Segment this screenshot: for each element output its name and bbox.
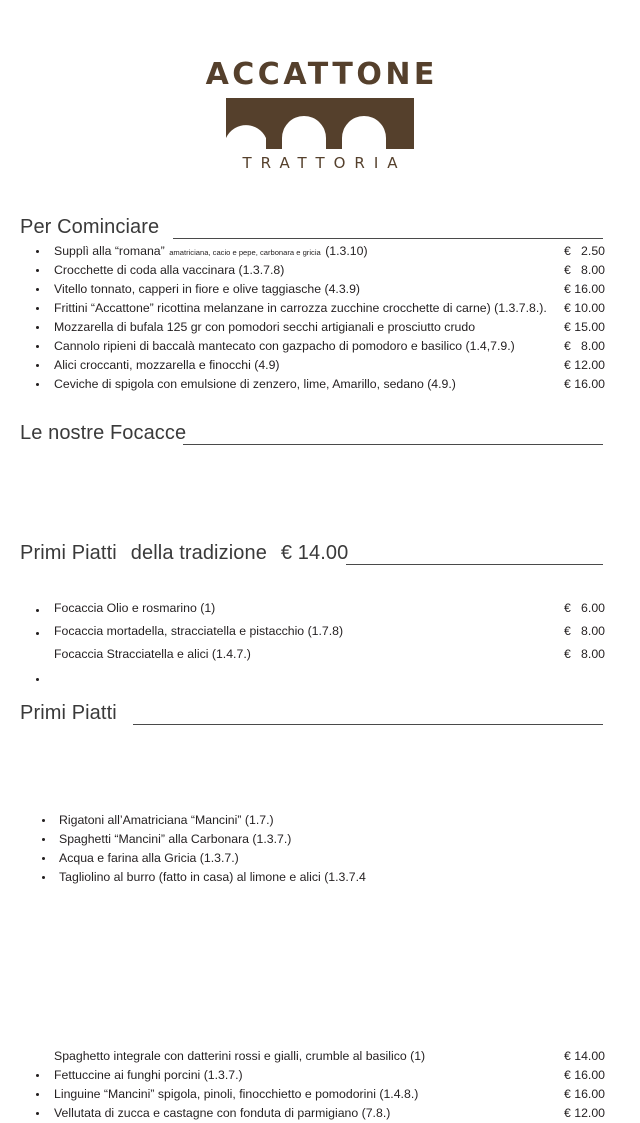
section-rule: [183, 444, 603, 445]
menu-item: [0, 280, 640, 299]
menu-item-price: € 15.00: [563, 320, 605, 334]
section-rule: [173, 238, 603, 239]
section-title-row: [0, 420, 640, 447]
bullet-icon: [36, 307, 39, 310]
bullet-icon: [36, 1093, 39, 1096]
menu-item: [0, 1047, 640, 1066]
menu-item: [0, 811, 640, 830]
bullet-icon: [42, 857, 45, 860]
menu-item-subtext: amatriciana, cacio e pepe, carbonara e gricia: [169, 248, 321, 257]
bullet-icon: [36, 632, 39, 635]
logo-wordmark: ACCATTONE: [205, 57, 438, 92]
bullet-icon: [36, 1074, 39, 1077]
item-list-le-nostre-focacce: [0, 599, 640, 691]
section-header-primi-piatti: [0, 700, 640, 727]
menu-item-name: Acqua e farina alla Gricia (1.3.7.): [59, 851, 239, 865]
menu-item: [0, 830, 640, 849]
menu-item: [0, 299, 640, 318]
section-header-per-cominciare: [0, 214, 640, 241]
menu-item-name: Spaghetti “Mancini” alla Carbonara (1.3.7.): [59, 832, 292, 846]
menu-item-name: Tagliolino al burro (fatto in casa) al limone e alici (1.3.7.4: [59, 870, 366, 884]
menu-item-price: € 8.00: [563, 624, 605, 638]
menu-item-name: Rigatoni all’Amatriciana “Mancini” (1.7.): [59, 813, 274, 827]
menu-item: [0, 242, 640, 261]
restaurant-logo: [0, 58, 640, 172]
menu-item-name: Alici croccanti, mozzarella e finocchi (4.9): [54, 358, 280, 372]
menu-item: [0, 622, 640, 645]
menu-item-price: € 12.00: [563, 1106, 605, 1120]
bullet-icon: [42, 876, 45, 879]
bullet-icon: [36, 1112, 39, 1115]
bullet-icon: [36, 383, 39, 386]
section-title-gap: [117, 542, 131, 564]
item-list-primi-piatti: [0, 1047, 640, 1123]
menu-item-name: Ceviche di spigola con emulsione di zenzero, lime, Amarillo, sedano (4.9.): [54, 377, 456, 391]
menu-item-price: € 8.00: [563, 263, 605, 277]
menu-item-name: Frittini “Accattone” ricottina melanzane in carrozza zucchine crocchette di carne) (1.3.7.8.).: [54, 301, 547, 315]
menu-item: [0, 1066, 640, 1085]
menu-item: [0, 668, 640, 691]
menu-item-price: € 16.00: [563, 1068, 605, 1082]
menu-item-price: € 6.00: [563, 601, 605, 615]
menu-item-name: Focaccia Stracciatella e alici (1.4.7.): [54, 647, 251, 661]
menu-item: [0, 849, 640, 868]
section-price-gap: [267, 542, 281, 564]
menu-item-price: € 16.00: [563, 377, 605, 391]
logo-subtitle: TRATTORIA: [242, 154, 407, 172]
bullet-icon: [36, 326, 39, 329]
menu-item-price: € 8.00: [563, 647, 605, 661]
menu-item-name: Crocchette di coda alla vaccinara (1.3.7.8): [54, 263, 285, 277]
bullet-icon: [36, 678, 39, 681]
menu-item-price: € 16.00: [563, 282, 605, 296]
section-title: Le nostre Focacce: [20, 422, 187, 444]
menu-item-price: € 8.00: [563, 339, 605, 353]
menu-item: [0, 356, 640, 375]
menu-item-name: Focaccia Olio e rosmarino (1): [54, 601, 216, 615]
menu-item-name: Vitello tonnato, capperi in fiore e olive taggiasche (4.3.9): [54, 282, 361, 296]
section-title: Primi Piatti: [20, 542, 117, 564]
menu-item-name: Focaccia mortadella, stracciatella e pistacchio (1.7.8): [54, 624, 344, 638]
menu-item: [0, 318, 640, 337]
bridge-arches-icon: [226, 98, 414, 149]
menu-item: [0, 1085, 640, 1104]
bullet-icon: [36, 609, 39, 612]
section-title: Per Cominciare: [20, 216, 160, 238]
bullet-icon: [42, 838, 45, 841]
section-title-row: [0, 214, 640, 241]
menu-item: [0, 645, 640, 668]
bullet-icon: [36, 250, 39, 253]
section-title-row: [0, 540, 640, 567]
menu-item: [0, 599, 640, 622]
section-fixed-price: € 14.00: [280, 542, 349, 564]
menu-item-name: Mozzarella di bufala 125 gr con pomodori secchi artigianali e prosciutto crudo: [54, 320, 476, 334]
bullet-icon: [42, 819, 45, 822]
section-rule: [133, 724, 603, 725]
menu-item-name: Fettuccine ai funghi porcini (1.3.7.): [54, 1068, 243, 1082]
menu-item: [0, 868, 640, 887]
menu-item: [0, 337, 640, 356]
menu-item-price: € 14.00: [563, 1049, 605, 1063]
menu-item-allergen-code: (1.3.10): [325, 244, 368, 258]
menu-item-price: € 10.00: [563, 301, 605, 315]
section-title: Primi Piatti: [20, 702, 117, 724]
menu-item-name: Supplì alla “romana”: [54, 244, 165, 258]
bullet-icon: [36, 364, 39, 367]
bullet-icon: [36, 269, 39, 272]
menu-item-price: € 12.00: [563, 358, 605, 372]
menu-item: [0, 375, 640, 394]
menu-item-price: € 16.00: [563, 1087, 605, 1101]
section-rule: [346, 564, 603, 565]
item-list-per-cominciare: [0, 242, 640, 394]
menu-item-name: Spaghetto integrale con datterini rossi e gialli, crumble al basilico (1): [54, 1049, 426, 1063]
section-subtitle: della tradizione: [130, 542, 267, 564]
menu-item: [0, 1104, 640, 1123]
bullet-icon: [36, 345, 39, 348]
item-list-primi-piatti-tradizione: [0, 811, 640, 887]
section-header-le-nostre-focacce: [0, 420, 640, 447]
menu-item-name: Vellutata di zucca e castagne con fonduta di parmigiano (7.8.): [54, 1106, 391, 1120]
menu-item-name: Cannolo ripieni di baccalà mantecato con gazpacho di pomodoro e basilico (1.4,7.9.): [54, 339, 515, 353]
menu-item: [0, 261, 640, 280]
bullet-icon: [36, 288, 39, 291]
menu-item-price: € 2.50: [563, 244, 605, 258]
section-header-primi-piatti-tradizione: [0, 540, 640, 567]
menu-item-name: Linguine “Mancini” spigola, pinoli, finocchietto e pomodorini (1.4.8.): [54, 1087, 419, 1101]
section-title-row: [0, 700, 640, 727]
